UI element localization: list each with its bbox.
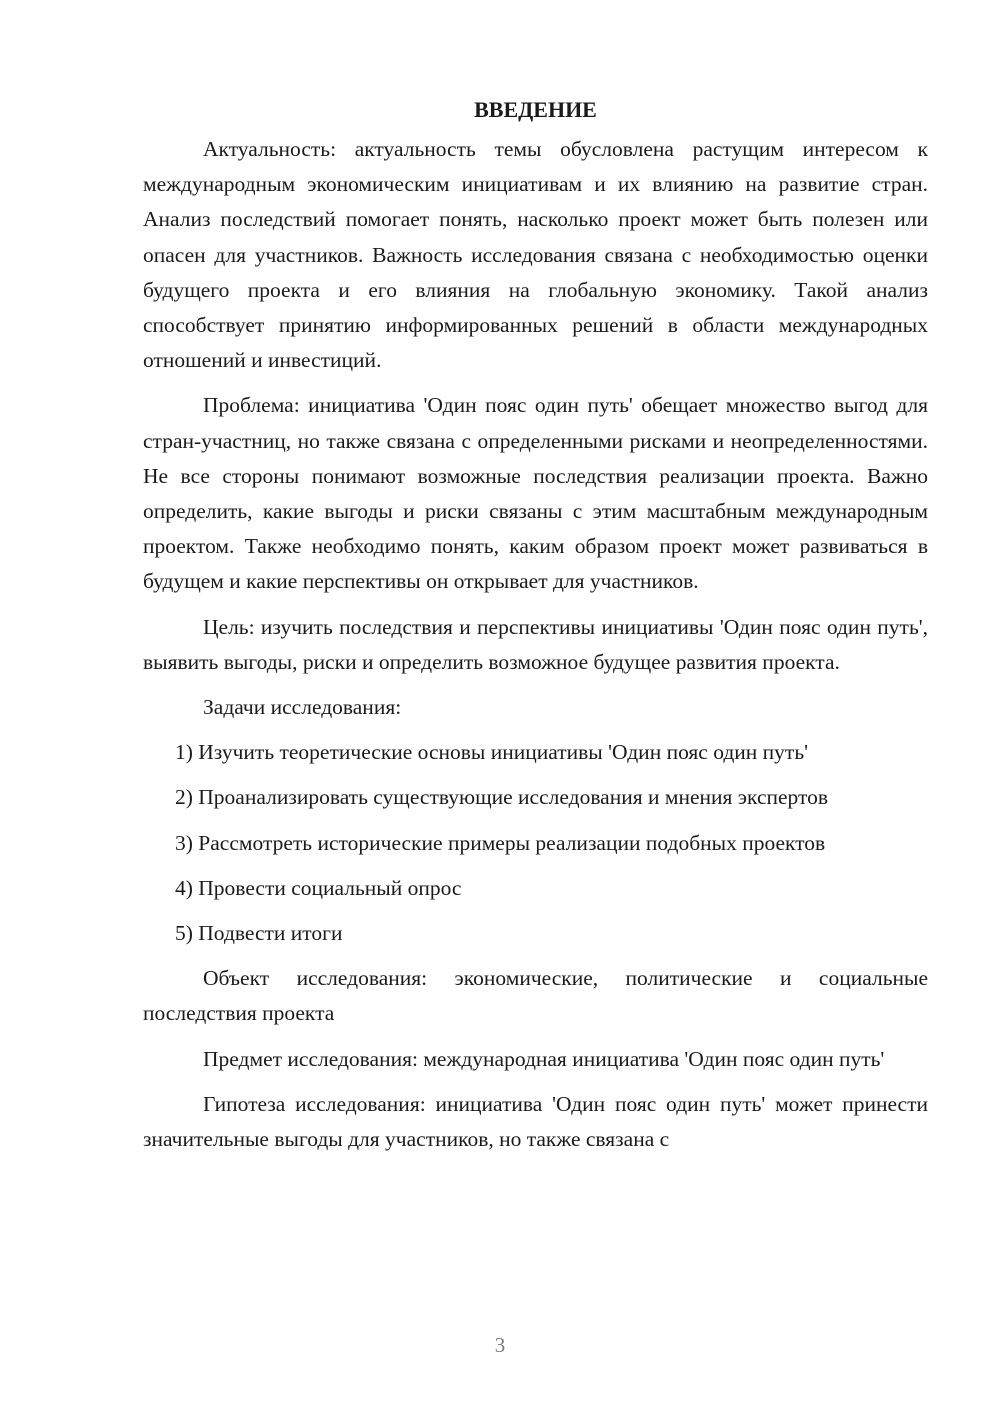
problem-paragraph: Проблема: инициатива 'Один пояс один путь' обещает множество выгод для стран-участниц, но также связана с определенными рисками и неопределенностями. Не все стороны понимают возможные последствия реализации проекта. Важно определить, какие выгоды и риски связаны с этим масштабным международным проектом. Также необходимо понять, каким образом проект может развиваться в будущем и какие перспективы он открывает для участников. (143, 393, 928, 594)
relevance-paragraph: Актуальность: актуальность темы обусловлена растущим интересом к международным экономическим инициативам и их влиянию на развитие стран. Анализ последствий помогает понять, насколько проект может быть полезен или опасен для участников. Важность исследования связана с необходимостью оценки будущего проекта и его влияния на глобальную экономику. Такой анализ способствует принятию информированных решений в области международных отношений и инвестиций. (143, 137, 928, 373)
task-item: 2) Проанализировать существующие исследования и мнения экспертов (175, 785, 829, 810)
task-list (143, 735, 928, 951)
task-item: 3) Рассмотреть исторические примеры реализации подобных проектов (175, 830, 826, 855)
subject-paragraph: Предмет исследования: международная инициатива 'Один пояс один путь' (203, 1046, 885, 1071)
task-item: 4) Провести социальный опрос (175, 875, 462, 900)
task-item: 1) Изучить теоретические основы инициативы 'Один пояс один путь' (175, 740, 809, 765)
goal-paragraph: Цель: изучить последствия и перспективы инициативы 'Один пояс один путь', выявить выгоды, риски и определить возможное будущее развития проекта. (143, 614, 928, 674)
page-content (143, 92, 928, 1167)
hypothesis-paragraph: Гипотеза исследования: инициатива 'Один пояс один путь' может принести значительные выгоды для участников, но также связана с (143, 1091, 928, 1152)
task-item: 5) Подвести итоги (175, 921, 343, 946)
object-paragraph: Объект исследования: экономические, политические и социальные последствия проекта (143, 966, 928, 1026)
page-number: 3 (494, 1333, 506, 1357)
tasks-heading: Задачи исследования: (203, 695, 402, 720)
page-title: ВВЕДЕНИЕ (474, 97, 597, 122)
